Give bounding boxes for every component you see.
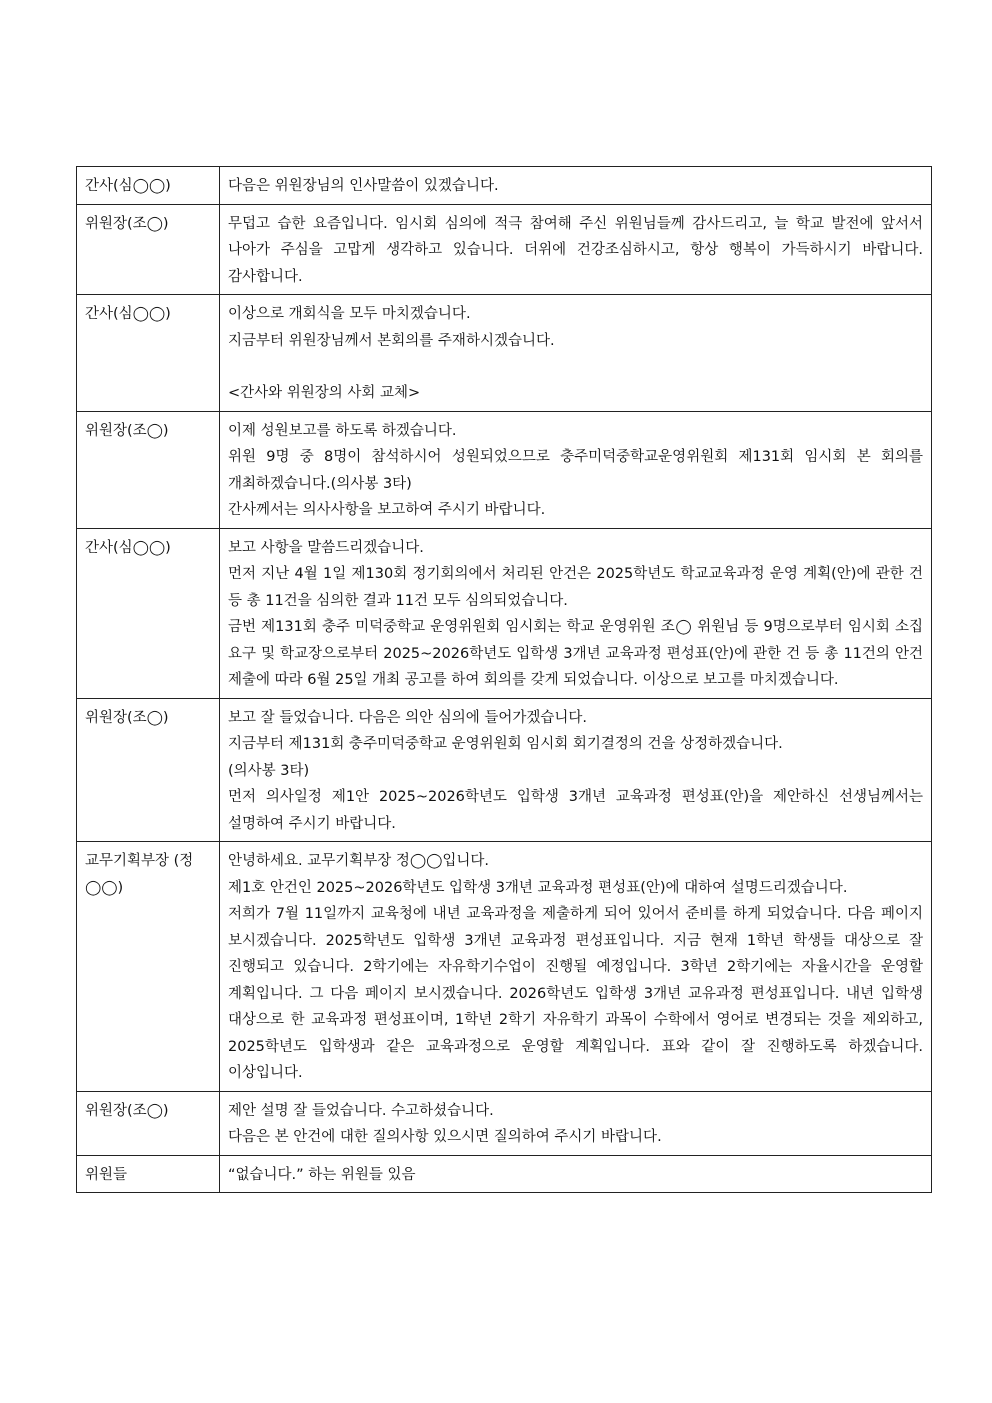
speech-line: 보고 사항을 말씀드리겠습니다.: [228, 539, 424, 556]
table-row: [77, 1155, 932, 1193]
speech-line: 위원 9명 중 8명이 참석하시어 성원되었으므로 충주미덕중학교운영위원회 제131회 임시회 본 회의를 개최하겠습니다.(의사봉 3타): [228, 449, 923, 492]
speech-cell: [220, 167, 932, 205]
speech-cell: [220, 204, 932, 295]
table-row: [77, 528, 932, 698]
speech-cell: [220, 842, 932, 1092]
speech-line: <간사와 위원장의 사회 교체>: [228, 385, 421, 401]
speaker-cell: 교무기획부장 (정◯◯): [77, 842, 220, 1092]
table-row: [77, 204, 932, 295]
speech-cell: [220, 698, 932, 842]
blank-line: [228, 354, 923, 380]
table-row: [77, 1091, 932, 1155]
speech-line: 이제 성원보고를 하도록 하겠습니다.: [228, 422, 457, 439]
speech-cell: [220, 528, 932, 698]
speech-cell: [220, 1091, 932, 1155]
speech-line: 금번 제131회 충주 미덕중학교 운영위원회 임시회는 학교 운영위원 조◯ 위원님 등 9명으로부터 임시회 소집 요구 및 학교장으로부터 2025~2026학년도 입학생 3개년 교육과정 편성표(안)에 관한 건 등 총 11건의 안건 제출에 따라 6월 25일 개최 공고를 하여 회의를 갖게 되었습니다. 이상으로 보고를 마치겠습니다.: [228, 619, 923, 688]
minutes-table-body: [77, 167, 932, 1193]
speech-line: 제안 설명 잘 들었습니다. 수고하셨습니다.: [228, 1102, 494, 1119]
speech-line: 먼저 의사일정 제1안 2025~2026학년도 입학생 3개년 교육과정 편성표(안)을 제안하신 선생님께서는 설명하여 주시기 바랍니다.: [228, 789, 923, 832]
table-row: [77, 842, 932, 1092]
speech-line: 간사께서는 의사사항을 보고하여 주시기 바랍니다.: [228, 502, 546, 518]
speech-cell: [220, 411, 932, 528]
speaker-cell: 위원장(조◯): [77, 204, 220, 295]
speech-line: 이상으로 개회식을 모두 마치겠습니다.: [228, 306, 471, 322]
speaker-cell: 위원장(조◯): [77, 698, 220, 842]
table-row: [77, 167, 932, 205]
speaker-cell: 간사(심◯◯): [77, 295, 220, 412]
table-row: [77, 411, 932, 528]
speech-line: 무덥고 습한 요즘입니다. 임시회 심의에 적극 참여해 주신 위원님들께 감사드리고, 늘 학교 발전에 앞서서 나아가 주심을 고맙게 생각하고 있습니다. 더위에 건강조심하시고, 항상 행복이 가득하시기 바랍니다. 감사합니다.: [228, 215, 923, 285]
speaker-cell: 위원장(조◯): [77, 411, 220, 528]
speech-line: 제1호 안건인 2025~2026학년도 입학생 3개년 교육과정 편성표(안)에 대하여 설명드리겠습니다.: [228, 879, 848, 896]
speech-line: 지금부터 제131회 충주미덕중학교 운영위원회 임시회 회기결정의 건을 상정하겠습니다.: [228, 736, 783, 752]
speaker-cell: 간사(심◯◯): [77, 528, 220, 698]
speech-line: 먼저 지난 4월 1일 제130회 정기회의에서 처리된 안건은 2025학년도 학교교육과정 운영 계획(안)에 관한 건 등 총 11건을 심의한 결과 11건 모두 심의되었습니다.: [228, 566, 923, 609]
speech-line: (의사봉 3타): [228, 762, 310, 779]
speech-line: 다음은 위원장님의 인사말씀이 있겠습니다.: [228, 178, 499, 194]
minutes-table: [76, 166, 932, 1193]
speech-line: 지금부터 위원장님께서 본회의를 주재하시겠습니다.: [228, 332, 555, 349]
speaker-cell: 위원장(조◯): [77, 1091, 220, 1155]
table-row: [77, 698, 932, 842]
table-row: [77, 295, 932, 412]
speech-line: 보고 잘 들었습니다. 다음은 의안 심의에 들어가겠습니다.: [228, 709, 588, 726]
speech-line: 안녕하세요. 교무기획부장 정◯◯입니다.: [228, 853, 489, 869]
speech-line: “없습니다.” 하는 위원들 있음: [228, 1166, 416, 1183]
speech-line: 다음은 본 안건에 대한 질의사항 있으시면 질의하여 주시기 바랍니다.: [228, 1129, 662, 1145]
speaker-cell: 위원들: [77, 1155, 220, 1193]
speech-line: 저희가 7월 11일까지 교육청에 내년 교육과정을 제출하게 되어 있어서 준비를 하게 되었습니다. 다음 페이지 보시겠습니다. 2025학년도 입학생 3개년 교육과정 편성표입니다. 지금 현재 1학년 학생들 대상으로 잘 진행되고 있습니다. 2학기에는 자유학기수업이 진행될 예정입니다. 3학년 2학기에는 자율시간을 운영할 계획입니다. 그 다음 페이지 보시겠습니다. 2026학년도 입학생 3개년 교유과정 편성표입니다. 내년 입학생 대상으로 한 교육과정 편성표이며, 1학년 2학기 자유학기 과목이 수학에서 영어로 변경되는 것을 제외하고, 2025학년도 입학생과 같은 교육과정으로 운영할 계획입니다. 표와 같이 잘 진행하도록 하겠습니다. 이상입니다.: [228, 906, 923, 1081]
speech-cell: [220, 295, 932, 412]
speaker-cell: 간사(심◯◯): [77, 167, 220, 205]
speech-cell: [220, 1155, 932, 1193]
